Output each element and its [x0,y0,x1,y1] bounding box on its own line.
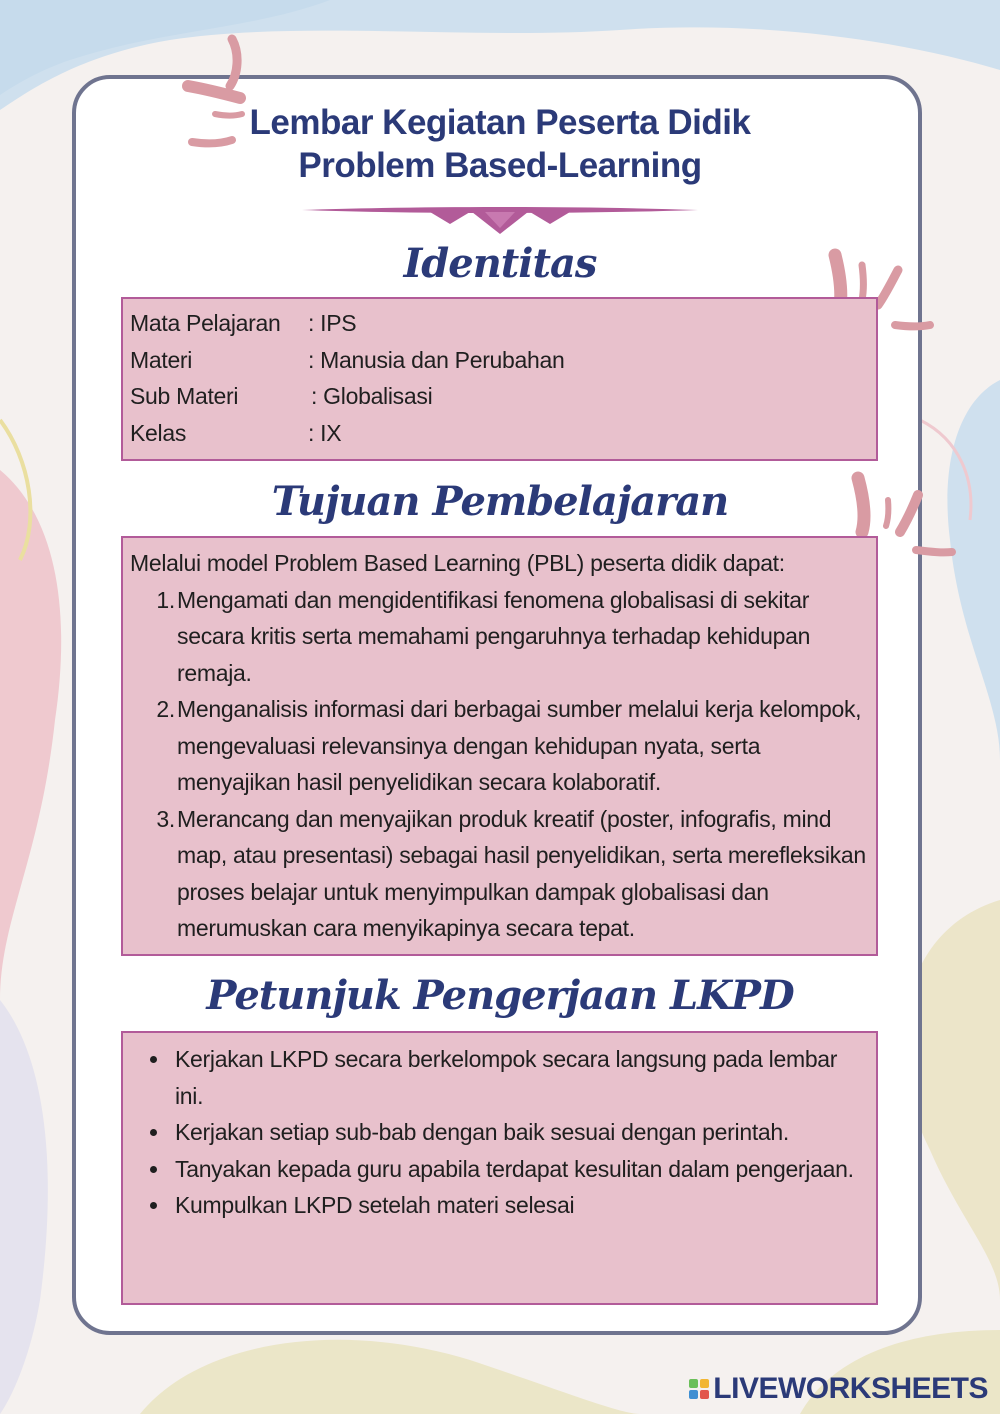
brand-text: LIVEWORKSHEETS [713,1372,988,1405]
list-item [123,1041,876,1114]
list-item [123,1114,876,1151]
liveworksheets-brand [689,1372,988,1406]
list-item [123,1187,876,1224]
list-number: 3. [156,805,175,832]
identity-row [123,305,876,342]
liveworksheets-logo-icon [689,1379,709,1399]
identity-value: : Manusia dan Perubahan [308,346,565,373]
list-item [123,1151,876,1188]
title-divider [300,200,700,236]
list-text: Kerjakan setiap sub-bab dengan baik sesuai dengan perintah. [175,1119,789,1145]
list-text: Merancang dan menyajikan produk kreatif (poster, infografis, mind map, atau presentasi) sebagai hasil penyelidikan, serta merefleksikan proses belajar untuk menyimpulkan dampak globalisasi dan merumuskan cara menyikapinya secara tepat. [177,805,866,941]
list-number: 1. [156,586,175,613]
list-item [123,582,876,692]
identitas-box [121,297,878,461]
list-item [123,691,876,801]
list-text: Kerjakan LKPD secara berkelompok secara langsung pada lembar ini. [175,1046,838,1109]
petunjuk-list [123,1041,876,1224]
bullet-icon [123,1187,175,1224]
petunjuk-box [121,1031,878,1305]
identity-value: : IX [308,419,342,446]
list-text: Tanyakan kepada guru apabila terdapat kesulitan dalam pengerjaan. [175,1155,854,1182]
page-title-line-2: Problem Based-Learning [298,146,702,185]
petunjuk-heading: Petunjuk Pengerjaan LKPD [206,972,794,1019]
identity-value: : Globalisasi [311,383,433,409]
list-text: Menganalisis informasi dari berbagai sumber melalui kerja kelompok, mengevaluasi relevansinya dengan kehidupan nyata, serta menyajikan hasil penyelidikan secara kolaboratif. [177,696,862,795]
identity-row [123,342,876,379]
tujuan-intro: Melalui model Problem Based Learning (PBL) peserta didik dapat: [130,550,785,576]
identity-label: Mata Pelajaran [130,310,281,336]
bullet-icon [123,1151,175,1188]
identity-row [123,378,876,415]
bullet-icon [123,1114,175,1151]
list-item [123,801,876,947]
bullet-icon [123,1041,175,1114]
identity-label: Sub Materi [130,383,239,409]
list-text: Mengamati dan mengidentifikasi fenomena globalisasi di sekitar secara kritis serta memahami pengaruhnya terhadap kehidupan remaja. [177,586,811,686]
tujuan-list [123,582,876,947]
tujuan-box [121,536,878,956]
list-text: Kumpulkan LKPD setelah materi selesai [175,1192,575,1218]
page-title-line-1: Lembar Kegiatan Peserta Didik [249,103,751,142]
identitas-heading: Identitas [403,240,597,287]
identity-value: : IPS [308,310,357,336]
tujuan-heading: Tujuan Pembelajaran [271,478,729,525]
identity-label: Materi [130,346,193,373]
identity-label: Kelas [130,419,187,446]
identity-row [123,415,876,452]
list-number: 2. [156,696,175,722]
